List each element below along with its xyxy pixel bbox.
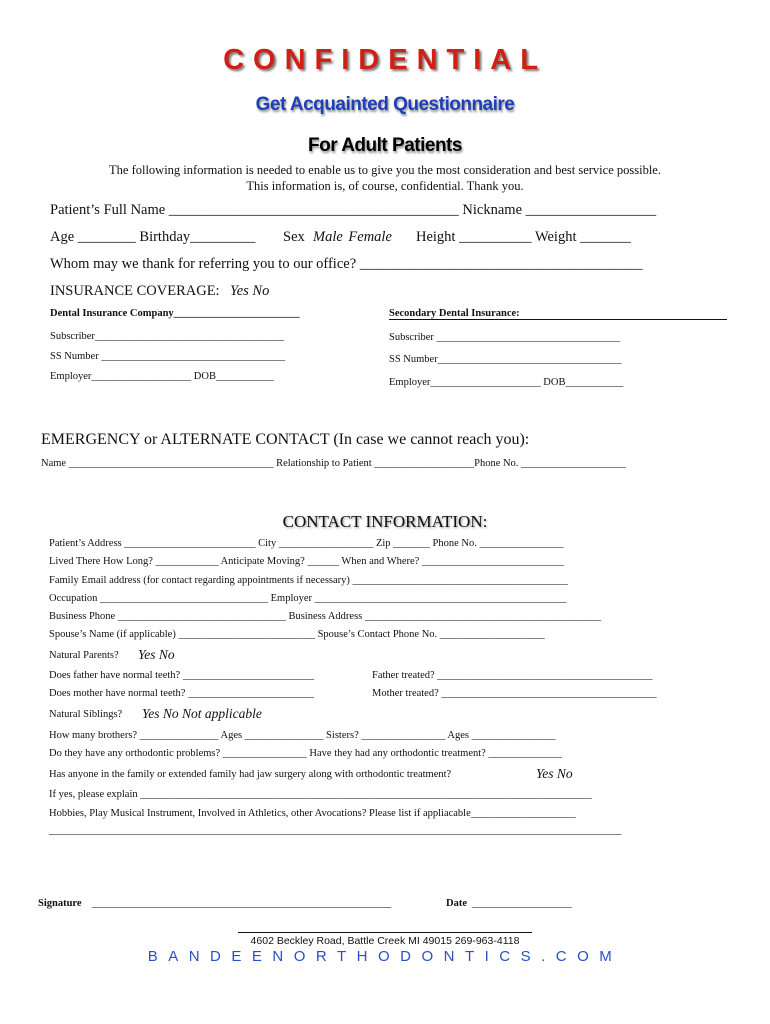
insurance-heading: INSURANCE COVERAGE:	[50, 283, 220, 299]
emergency-contact-line[interactable]: Name _______________________________________ Relationship to Patient ___________________Phone No. ____________________	[41, 458, 627, 469]
dental-insurance-company-field[interactable]: Dental Insurance Company________________________	[50, 308, 300, 319]
ss-number-right-field[interactable]: SS Number___________________________________	[389, 354, 622, 365]
confidential-heading: CONFIDENTIAL	[223, 44, 547, 76]
father-treated-field[interactable]: Father treated? _________________________________________	[372, 670, 653, 681]
practice-address: 4602 Beckley Road, Battle Creek MI 49015 269-963-4118	[250, 935, 520, 947]
insurance-yes-no[interactable]: Yes No	[230, 283, 270, 299]
family-email-line[interactable]: Family Email address (for contact regarding appointments if necessary) _________________________________________	[49, 575, 568, 586]
business-phone-line[interactable]: Business Phone ________________________________ Business Address _____________________________________________	[49, 611, 602, 622]
referral-field[interactable]: Whom may we thank for referring you to our office? _______________________________________	[50, 256, 643, 272]
questionnaire-title: Get Acquainted Questionnaire	[255, 94, 515, 115]
patient-full-name-field[interactable]: Patient’s Full Name ________________________________________ Nickname __________________	[50, 202, 657, 218]
contact-information-heading: CONTACT INFORMATION:	[282, 512, 488, 531]
emergency-contact-heading: EMERGENCY or ALTERNATE CONTACT (In case we cannot reach you):	[41, 431, 530, 448]
brothers-sisters-line[interactable]: How many brothers? _______________ Ages _______________ Sisters? ________________ Ages ________________	[49, 730, 556, 741]
employer-right-field[interactable]: Employer_____________________ DOB___________	[389, 377, 624, 388]
sex-options[interactable]: Male Female	[313, 229, 392, 245]
hobbies-line[interactable]: Hobbies, Play Musical Instrument, Involved in Athletics, other Avocations? Please list if appliacable____________________	[49, 808, 576, 819]
signature-label: Signature	[38, 898, 82, 909]
age-birthday-field[interactable]: Age ________ Birthday_________	[50, 229, 256, 245]
natural-parents-options[interactable]: Yes No	[138, 647, 175, 662]
father-teeth-field[interactable]: Does father have normal teeth? _________________________	[49, 670, 315, 681]
mother-treated-field[interactable]: Mother treated? _________________________________________	[372, 688, 657, 699]
height-weight-field[interactable]: Height __________ Weight _______	[416, 229, 631, 245]
practice-website[interactable]: BANDEENORTHODONTICS.COM	[147, 948, 623, 965]
intro-line-1: The following information is needed to enable us to give you the most consideration and best service possible.	[109, 163, 661, 177]
natural-siblings-label: Natural Siblings?	[49, 709, 123, 720]
orthodontic-problems-line[interactable]: Do they have any orthodontic problems? ________________ Have they had any orthodontic treatment? ______________	[49, 748, 562, 759]
footer-divider	[238, 932, 532, 933]
intro-line-2: This information is, of course, confidential. Thank you.	[246, 179, 524, 193]
employer-left-field[interactable]: Employer___________________ DOB___________	[50, 371, 274, 382]
jaw-surgery-options[interactable]: Yes No	[536, 766, 573, 781]
spouse-line[interactable]: Spouse’s Name (if applicable) __________________________ Spouse’s Contact Phone No. ____________________	[49, 629, 545, 640]
subscriber-left-field[interactable]: Subscriber____________________________________	[50, 331, 284, 342]
occupation-line[interactable]: Occupation ________________________________ Employer ________________________________________________	[49, 593, 567, 604]
natural-siblings-options[interactable]: Yes No Not applicable	[142, 706, 262, 721]
if-yes-explain-line[interactable]: If yes, please explain ______________________________________________________________________________________	[49, 789, 592, 800]
date-line[interactable]: ___________________	[472, 898, 572, 909]
signature-line[interactable]: _________________________________________________________	[92, 898, 392, 909]
sex-label: Sex	[283, 229, 305, 245]
hobbies-continuation-line[interactable]: _____________________________________________________________________________________________________________	[49, 825, 622, 836]
subscriber-right-field[interactable]: Subscriber ___________________________________	[389, 332, 621, 343]
patient-address-line[interactable]: Patient’s Address _________________________ City __________________ Zip _______ Phone No. ________________	[49, 538, 564, 549]
ss-number-left-field[interactable]: SS Number ___________________________________	[50, 351, 286, 362]
mother-teeth-field[interactable]: Does mother have normal teeth? ________________________	[49, 688, 315, 699]
date-label: Date	[446, 898, 467, 909]
lived-there-line[interactable]: Lived There How Long? ____________ Anticipate Moving? ______ When and Where? ___________________________	[49, 556, 564, 567]
secondary-insurance-field[interactable]: Secondary Dental Insurance:	[389, 308, 727, 320]
natural-parents-label: Natural Parents?	[49, 650, 119, 661]
for-adult-patients-heading: For Adult Patients	[308, 135, 462, 156]
jaw-surgery-question: Has anyone in the family or extended family had jaw surgery along with orthodontic treatment?	[49, 769, 452, 780]
